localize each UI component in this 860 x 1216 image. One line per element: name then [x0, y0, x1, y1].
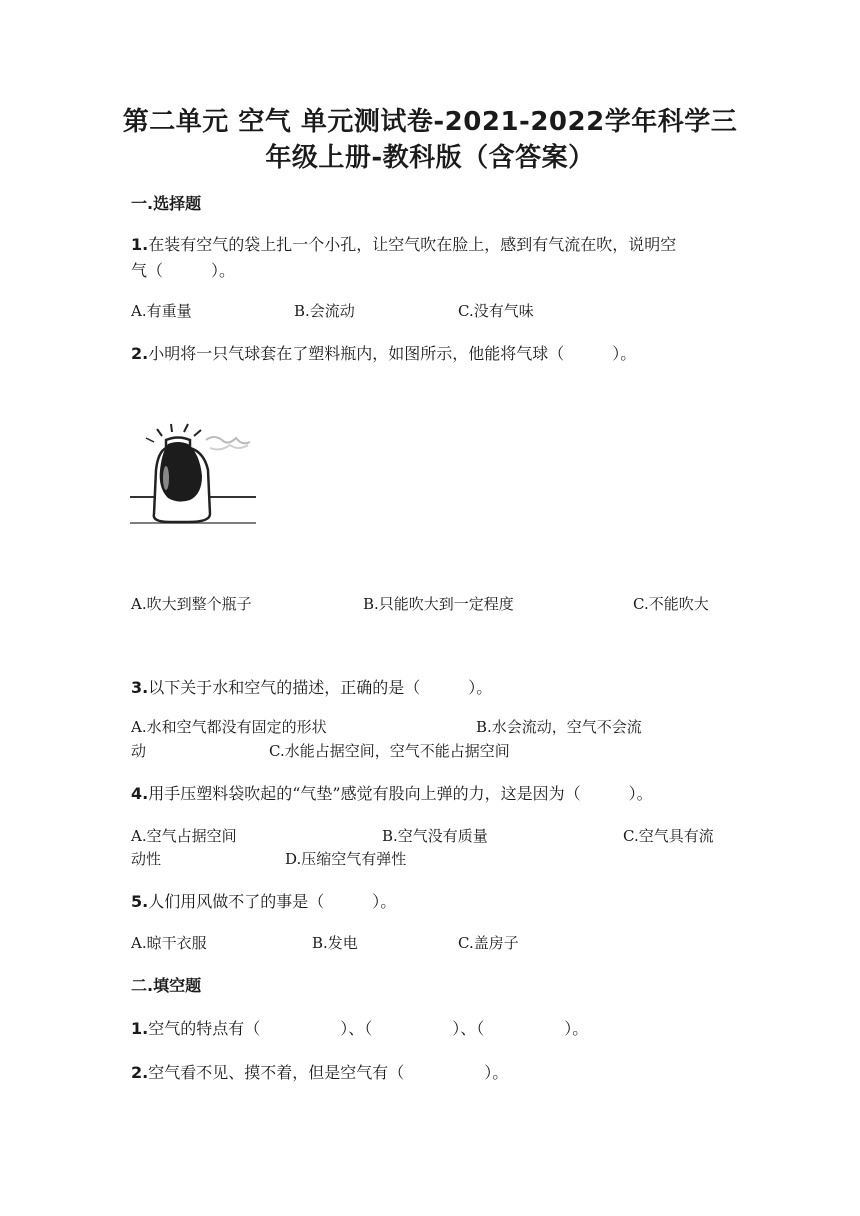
q3-option-c: C.水能占据空间，空气不能占据空间	[269, 742, 510, 760]
fill-question-2	[131, 1060, 741, 1086]
title-line-2: 年级上册-教科版（含答案）	[265, 143, 595, 173]
section-heading-multiple-choice: 一.选择题	[131, 194, 202, 213]
q5-option-c: C.盖房子	[458, 934, 519, 952]
question-number: 1.	[131, 235, 149, 254]
q4-option-c: C.空气具有流	[623, 827, 714, 845]
question-5	[131, 889, 741, 915]
question-3	[131, 675, 741, 701]
q1-option-b: B.会流动	[294, 302, 355, 320]
question-4	[131, 781, 741, 807]
question-text: 在装有空气的袋上扎一个小孔，让空气吹在脸上，感到有气流在吹，说明空	[148, 235, 677, 254]
question-number: 2.	[131, 344, 149, 363]
q5-option-b: B.发电	[312, 934, 358, 952]
q3-option-a: A.水和空气都没有固定的形状	[131, 718, 327, 736]
question-1	[131, 232, 741, 284]
q4-option-d: D.压缩空气有弹性	[285, 850, 407, 868]
q2-option-b: B.只能吹大到一定程度	[363, 595, 514, 613]
title-line-1: 第二单元 空气 单元测试卷-2021-2022学年科学三	[122, 107, 738, 137]
q4-option-c-continued: 动性	[131, 850, 162, 868]
question-text-continued: 气（ ）。	[131, 261, 236, 280]
section-heading-fill-in: 二.填空题	[131, 976, 202, 995]
q2-option-c: C.不能吹大	[633, 595, 709, 613]
question-2	[131, 341, 741, 367]
q2-option-a: A.吹大到整个瓶子	[131, 595, 252, 613]
q4-option-b: B.空气没有质量	[382, 827, 488, 845]
q5-option-a: A.晾干衣服	[131, 934, 207, 952]
q3-option-b-continued: 动	[131, 742, 147, 760]
page-title	[120, 104, 740, 176]
question-number: 2.	[131, 1063, 149, 1082]
question-text: 空气看不见、摸不着，但是空气有（ ）。	[148, 1063, 509, 1082]
question-number: 1.	[131, 1019, 149, 1038]
fill-question-1	[131, 1016, 741, 1042]
question-number: 5.	[131, 892, 149, 911]
question-number: 4.	[131, 784, 149, 803]
q4-option-a: A.空气占据空间	[131, 827, 237, 845]
question-text: 人们用风做不了的事是（ ）。	[148, 892, 397, 911]
q1-option-a: A.有重量	[131, 302, 192, 320]
question-text: 以下关于水和空气的描述，正确的是（ ）。	[148, 678, 493, 697]
balloon-bottle-figure	[128, 418, 258, 530]
q1-option-c: C.没有气味	[458, 302, 534, 320]
bottle-illustration	[130, 424, 256, 523]
q3-option-b: B.水会流动，空气不会流	[476, 718, 642, 736]
question-text: 空气的特点有（ ）、（ ）、（ ）。	[148, 1019, 589, 1038]
question-text: 小明将一只气球套在了塑料瓶内，如图所示，他能将气球（ ）。	[148, 344, 637, 363]
question-text: 用手压塑料袋吹起的“气垫”感觉有股向上弹的力，这是因为（ ）。	[148, 784, 653, 803]
question-number: 3.	[131, 678, 149, 697]
